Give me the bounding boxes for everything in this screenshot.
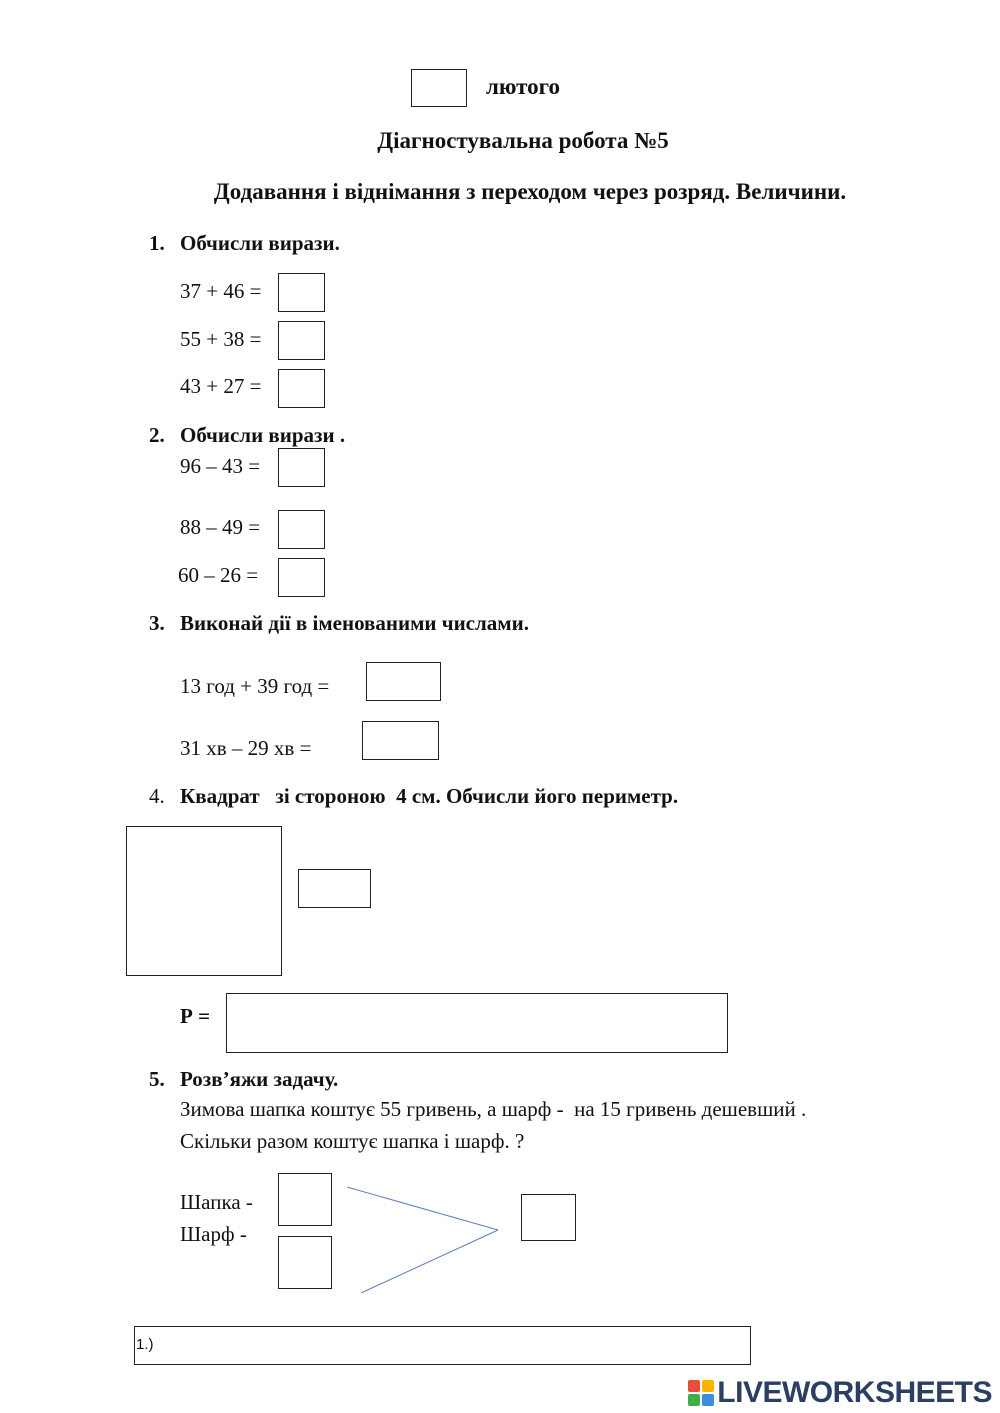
task-1-expression-3: 43 + 27 = bbox=[180, 374, 262, 398]
task-1-expression-1: 37 + 46 = bbox=[180, 279, 262, 303]
scarf-label: Шарф - bbox=[180, 1222, 247, 1246]
task-2-expression-3: 60 – 26 = bbox=[178, 563, 259, 587]
task-3-heading: Виконай дії в іменованими числами. bbox=[180, 611, 529, 635]
task-5-problem-line-1: Зимова шапка коштує 55 гривень, а шарф - на 15 гривень дешевший . bbox=[180, 1097, 807, 1121]
task-5-heading: Розв’яжи задачу. bbox=[180, 1067, 339, 1091]
task-2-number: 2. bbox=[149, 423, 165, 447]
task-3-expression-2: 31 хв – 29 хв = bbox=[180, 736, 312, 760]
task-3-number: 3. bbox=[149, 611, 165, 635]
liveworksheets-logo bbox=[688, 1376, 992, 1410]
task-2-expression-2: 88 – 49 = bbox=[180, 515, 261, 539]
solution-step-label: 1.) bbox=[136, 1336, 154, 1353]
hat-label: Шапка - bbox=[180, 1190, 253, 1214]
worksheet-title: Діагностувальна робота №5 bbox=[377, 128, 669, 153]
perimeter-label: Р = bbox=[180, 1004, 211, 1028]
task-2-heading: Обчисли вирази . bbox=[180, 423, 346, 447]
solution-step-input[interactable] bbox=[160, 1330, 746, 1361]
task-2-expression-1: 96 – 43 = bbox=[180, 454, 261, 478]
task-4-heading: Квадрат зі стороною 4 см. Обчисли його периметр. bbox=[180, 784, 679, 808]
total-price-input[interactable] bbox=[521, 1194, 576, 1241]
task-1-expression-2: 55 + 38 = bbox=[180, 327, 262, 351]
task-4-number: 4. bbox=[149, 784, 165, 808]
task-5-number: 5. bbox=[149, 1067, 165, 1091]
task-3-expression-1: 13 год + 39 год = bbox=[180, 674, 330, 698]
liveworksheets-logo-mark-icon bbox=[688, 1380, 714, 1406]
task-1-heading: Обчисли вирази. bbox=[180, 231, 340, 255]
worksheet-subtitle: Додавання і віднімання з переходом через розряд. Величини. bbox=[213, 179, 847, 204]
liveworksheets-logo-text: LIVEWORKSHEETS bbox=[717, 1376, 992, 1409]
brace-line-bottom bbox=[361, 1230, 498, 1293]
task-1-number: 1. bbox=[149, 231, 165, 255]
brace-line-top bbox=[347, 1187, 498, 1230]
task-5-problem-line-2: Скільки разом коштує шапка і шарф. ? bbox=[180, 1129, 525, 1153]
month-label: лютого bbox=[486, 74, 561, 99]
